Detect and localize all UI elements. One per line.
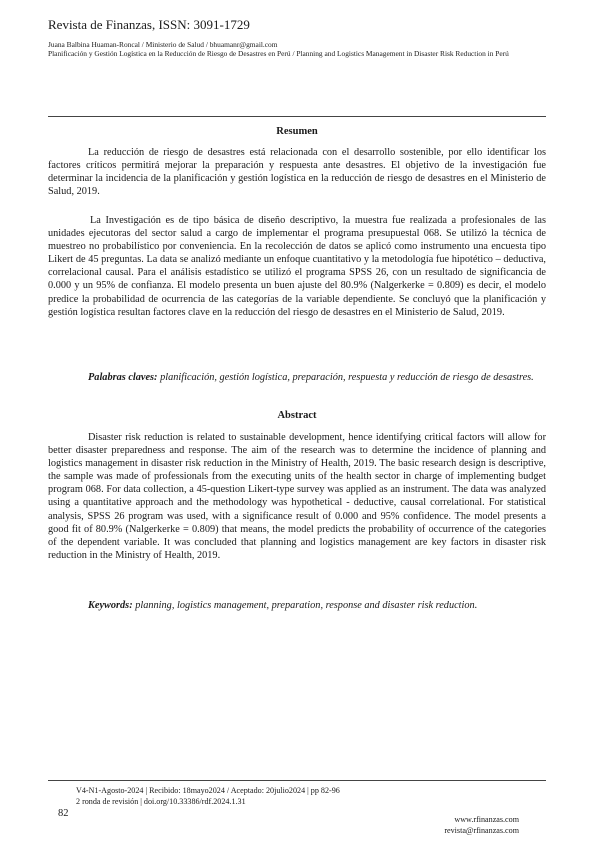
header-divider [48,116,546,117]
resumen-paragraph-1: La reducción de riesgo de desastres está relacionada con el desarrollo sostenible, por ello identificar los factores críticos permitirá mejorar la preparación y respuesta ante desastres. El objetivo de la investigación fue determinar la incidencia de la planificación y gestión logística en la reducción de riesgo de desastres en el Ministerio de Salud, 2019. [48,147,546,198]
keywords-text: planificación, gestión logística, preparación, respuesta y reducción de riesgo de desastres. [160,372,534,383]
resumen-keywords [48,371,546,384]
keywords-label: Keywords: [88,600,133,611]
resumen-heading: Resumen [276,126,318,137]
journal-title: Revista de Finanzas, ISSN: 3091-1729 [48,17,250,32]
keywords-label: Palabras claves: [88,372,158,383]
abstract-heading: Abstract [277,410,317,421]
footer-contact [444,814,519,836]
abstract-paragraph: Disaster risk reduction is related to sustainable development, hence identifying critical factors will allow for better disaster preparedness and response. The aim of the research was to determine the incidence of planning and logistics management in disaster risk reduction in the Ministry of Health, 2019. The basic research design is descriptive, the sample was made of professionals from the executing units of the health sector in charge of implementing budget program 068. For data collection, a 45-question Likert-type survey was applied as an instrument. The data was analyzed using a quantitative approach and the methodology was hypothetical - deductive, causal correlational. For statistical analysis, SPSS 26 program was used, with a significance result of 0.000 and 95% confidence. The model presents a good fit of 80.9% (Nalgerkerke = 0.809) that means, the model predicts the probability of occurrence of the categories of the dependent variable. It was concluded that planning and logistics management are key factors in disaster risk reduction in the Ministry of Health, 2019. [48,432,546,561]
author-line: Juana Balbina Huaman-Roncal / Ministerio de Salud / bhuamanr@gmail.com [48,40,278,49]
email-link[interactable]: revista@rfinanzas.com [444,826,519,835]
keywords-text: planning, logistics management, preparation, response and disaster risk reduction. [135,600,478,611]
article-title-line: Planificación y Gestión Logística en la Reducción de Riesgo de Desastres en Perú / Planning and Logistics Management in Disaster Risk Reduction in Perú [48,49,509,58]
page-number: 82 [58,808,69,819]
footer-info [76,785,340,807]
website-link[interactable]: www.rfinanzas.com [454,815,519,824]
abstract-keywords [48,599,546,612]
footer-issue-line: V4-N1-Agosto-2024 | Recibido: 18mayo2024 / Aceptado: 20julio2024 | pp 82-96 [76,786,340,795]
footer-divider [48,780,546,781]
footer-doi-line: 2 ronda de revisión | doi.org/10.33386/rdf.2024.1.31 [76,797,246,806]
resumen-paragraph-2: La Investigación es de tipo básica de diseño descriptivo, la muestra fue realizada a profesionales de las unidades ejecutoras del sector salud a cargo de implementar el programa presupuestal 068. Se utilizó la técnica de muestreo no probabilístico por conveniencia. En la recolección de datos se aplicó como instrumento una encuesta tipo Likert de 45 preguntas. La data se analizó mediante un enfoque cuantitativo y la metodología fue hipotético – deductiva, correlacional causal. Para el análisis estadístico se utilizó el programa SPSS 26, con un resultado de significancia de 0.000 y un 95% de confianza. El modelo presenta un buen ajuste del 80.9% (Nalgerkerke = 0.809) es decir, el modelo predice la probabilidad de ocurrencia de las categorías de la variable dependiente. Se concluyó que la planificación y gestión logística resultan factores clave en la reducción del riesgo de desastres en el Ministerio de Salud, 2019. [48,215,546,318]
